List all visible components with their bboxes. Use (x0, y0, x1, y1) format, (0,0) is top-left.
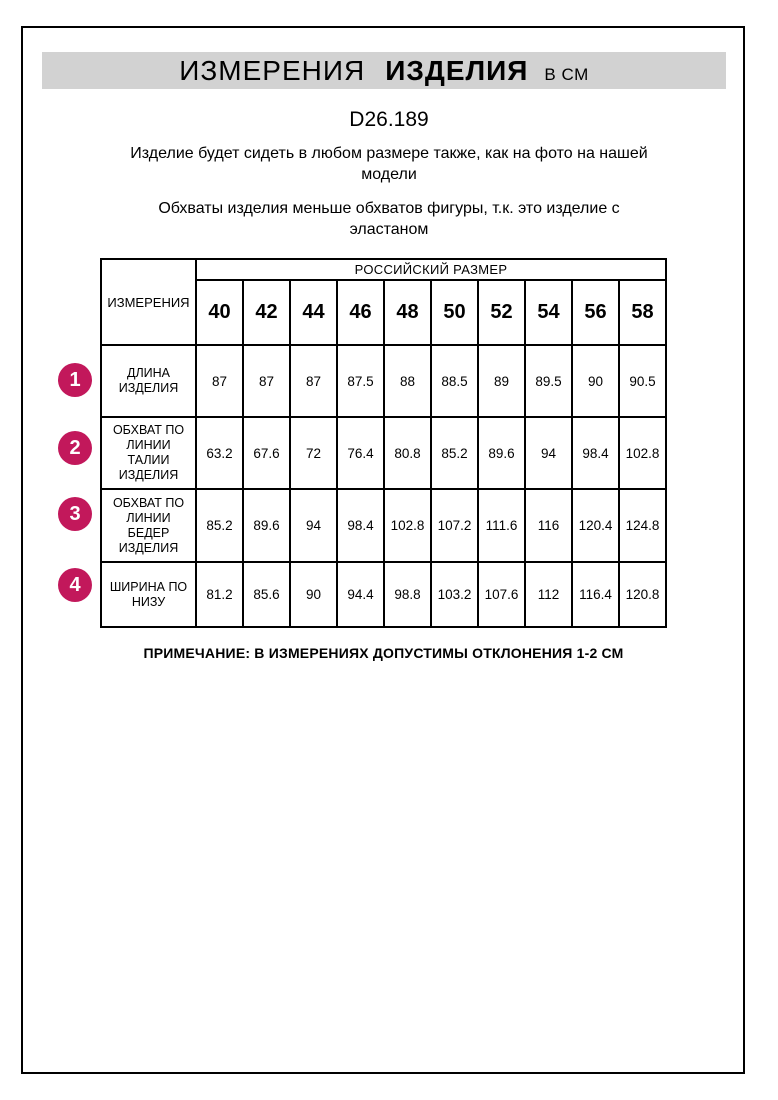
value-cell: 80.8 (384, 417, 431, 489)
value-cell: 88.5 (431, 345, 478, 417)
value-cell: 107.2 (431, 489, 478, 562)
table-row (101, 259, 666, 280)
size-header-cell: 46 (337, 280, 384, 345)
value-cell: 81.2 (196, 562, 243, 627)
tolerance-note: ПРИМЕЧАНИЕ: В ИЗМЕРЕНИЯХ ДОПУСТИМЫ ОТКЛОНЕНИЯ 1-2 СМ (143, 645, 624, 661)
size-group-header-cell: РОССИЙСКИЙ РАЗМЕР (196, 259, 666, 280)
value-cell: 112 (525, 562, 572, 627)
value-cell: 98.8 (384, 562, 431, 627)
corner-header-cell: ИЗМЕРЕНИЯ (101, 259, 196, 345)
value-cell: 89 (478, 345, 525, 417)
size-header-cell: 54 (525, 280, 572, 345)
value-cell: 88 (384, 345, 431, 417)
table-row (101, 417, 666, 489)
size-table-body (101, 259, 666, 627)
row-number-badge: 4 (58, 568, 92, 602)
table-row (101, 345, 666, 417)
value-cell: 90 (572, 345, 619, 417)
size-header-cell: 56 (572, 280, 619, 345)
title-bar (42, 52, 726, 89)
size-header-cell: 58 (619, 280, 666, 345)
value-cell: 85.2 (196, 489, 243, 562)
value-cell: 89.6 (478, 417, 525, 489)
elastane-note-paragraph: Обхваты изделия меньше обхватов фигуры, т.к. это изделие с эластаном (158, 200, 620, 238)
value-cell: 111.6 (478, 489, 525, 562)
size-header-cell: 52 (478, 280, 525, 345)
value-cell: 67.6 (243, 417, 290, 489)
value-cell: 90.5 (619, 345, 666, 417)
measurement-label-cell: ДЛИНА ИЗДЕЛИЯ (101, 345, 196, 417)
row-number-badge: 2 (58, 431, 92, 465)
size-header-cell: 50 (431, 280, 478, 345)
value-cell: 76.4 (337, 417, 384, 489)
value-cell: 103.2 (431, 562, 478, 627)
title-unit: В СМ (544, 65, 589, 84)
measurement-label-cell: ОБХВАТ ПО ЛИНИИ ТАЛИИ ИЗДЕЛИЯ (101, 417, 196, 489)
size-header-cell: 48 (384, 280, 431, 345)
measurement-label-cell: ОБХВАТ ПО ЛИНИИ БЕДЕР ИЗДЕЛИЯ (101, 489, 196, 562)
table-row (101, 489, 666, 562)
size-header-cell: 44 (290, 280, 337, 345)
value-cell: 94 (525, 417, 572, 489)
value-cell: 116 (525, 489, 572, 562)
row-number-badge: 1 (58, 363, 92, 397)
value-cell: 120.4 (572, 489, 619, 562)
value-cell: 85.6 (243, 562, 290, 627)
value-cell: 107.6 (478, 562, 525, 627)
value-cell: 89.6 (243, 489, 290, 562)
fit-note-paragraph: Изделие будет сидеть в любом размере также, как на фото на нашей модели (130, 145, 648, 183)
value-cell: 102.8 (384, 489, 431, 562)
value-cell: 85.2 (431, 417, 478, 489)
value-cell: 87.5 (337, 345, 384, 417)
value-cell: 94 (290, 489, 337, 562)
value-cell: 94.4 (337, 562, 384, 627)
value-cell: 98.4 (572, 417, 619, 489)
measurement-label-cell: ШИРИНА ПО НИЗУ (101, 562, 196, 627)
product-code: D26.189 (349, 108, 429, 131)
value-cell: 72 (290, 417, 337, 489)
value-cell: 120.8 (619, 562, 666, 627)
value-cell: 116.4 (572, 562, 619, 627)
value-cell: 63.2 (196, 417, 243, 489)
title-measurements: ИЗМЕРЕНИЯ (179, 55, 366, 86)
value-cell: 89.5 (525, 345, 572, 417)
value-cell: 87 (243, 345, 290, 417)
value-cell: 87 (290, 345, 337, 417)
size-header-cell: 40 (196, 280, 243, 345)
value-cell: 124.8 (619, 489, 666, 562)
size-table (100, 258, 667, 628)
row-number-badge: 3 (58, 497, 92, 531)
value-cell: 98.4 (337, 489, 384, 562)
table-row (101, 562, 666, 627)
value-cell: 87 (196, 345, 243, 417)
value-cell: 90 (290, 562, 337, 627)
title-product-word: ИЗДЕЛИЯ (385, 55, 529, 86)
value-cell: 102.8 (619, 417, 666, 489)
size-header-cell: 42 (243, 280, 290, 345)
